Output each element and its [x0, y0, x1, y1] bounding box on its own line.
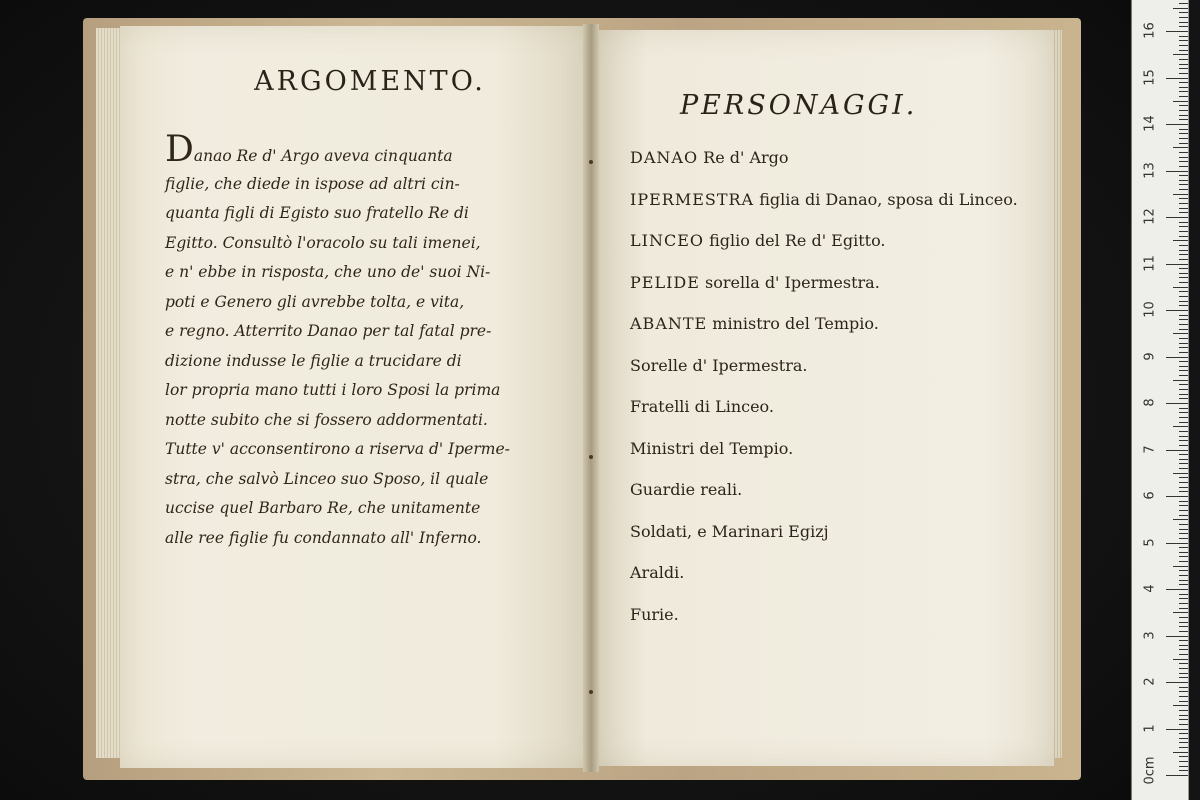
ruler-tick [1179, 626, 1188, 627]
ruler-tick [1179, 482, 1188, 483]
ruler-label: 1 [1142, 723, 1158, 733]
ruler-tick [1179, 245, 1188, 246]
ruler-tick [1179, 64, 1188, 65]
ruler-tick [1166, 403, 1188, 404]
ruler-tick [1179, 91, 1188, 92]
character-description: figlio del Re d' Egitto. [703, 231, 886, 250]
ruler-tick [1166, 636, 1188, 637]
ruler-tick [1179, 436, 1188, 437]
ruler-label: 8 [1142, 398, 1158, 407]
ruler-tick [1179, 677, 1188, 678]
ruler-tick [1166, 357, 1188, 358]
ruler-tick [1173, 333, 1188, 334]
ruler-tick [1179, 501, 1188, 502]
ruler-tick [1179, 738, 1188, 739]
ruler-label: 13 [1142, 161, 1158, 179]
ruler-tick [1179, 724, 1188, 725]
ruler-tick [1179, 254, 1188, 255]
ruler-tick [1173, 287, 1188, 288]
ruler-tick [1179, 510, 1188, 511]
ruler-tick [1179, 747, 1188, 748]
ruler-tick [1179, 696, 1188, 697]
drop-cap: D [165, 129, 194, 170]
ruler-tick [1173, 8, 1188, 9]
ruler-tick [1179, 26, 1188, 27]
ruler-tick [1179, 184, 1188, 185]
ruler-tick [1179, 231, 1188, 232]
ruler-tick [1179, 454, 1188, 455]
ruler-tick [1179, 575, 1188, 576]
ruler-tick [1179, 82, 1188, 83]
ruler-label: 16 [1142, 22, 1158, 39]
ruler-tick [1179, 36, 1188, 37]
ruler-tick [1179, 3, 1188, 4]
ruler-tick [1179, 524, 1188, 525]
ruler-tick [1179, 277, 1188, 278]
ruler-tick [1179, 282, 1188, 283]
ruler-label: 3 [1142, 630, 1158, 640]
character-description: figlia di Danao, sposa di Linceo. [754, 189, 1018, 209]
ruler-tick [1179, 250, 1188, 251]
argument-line: e regno. Atterrito Danao per tal fatal pre- [165, 322, 492, 340]
personaggi-title: PERSONAGGI. [680, 90, 918, 121]
ruler-tick [1173, 101, 1188, 102]
character-entry [630, 226, 1040, 268]
ruler-tick [1179, 96, 1188, 97]
character-description: ministro del Tempio. [707, 314, 879, 333]
ruler-tick [1179, 673, 1188, 674]
ruler-tick [1179, 110, 1188, 111]
ruler-tick [1179, 133, 1188, 134]
character-entry [630, 185, 1040, 227]
ruler-tick [1179, 68, 1188, 69]
ruler-tick [1173, 612, 1188, 613]
ruler-tick [1179, 663, 1188, 664]
argument-line: Tutte v' acconsentirono a riserva d' Iperme- [165, 440, 510, 458]
ruler-tick [1166, 775, 1188, 776]
ruler-tick [1179, 212, 1188, 213]
ruler-tick [1179, 412, 1188, 413]
ruler-tick [1166, 543, 1188, 544]
ruler-tick [1166, 310, 1188, 311]
ruler-tick [1179, 422, 1188, 423]
ruler-tick [1179, 189, 1188, 190]
ruler-tick [1179, 152, 1188, 153]
ruler-tick [1173, 705, 1188, 706]
ruler-tick [1166, 682, 1188, 683]
measurement-ruler [1131, 0, 1189, 800]
character-description: sorella d' Ipermestra. [699, 272, 880, 292]
book-gutter [583, 24, 599, 772]
ruler-tick [1166, 217, 1188, 218]
binding-stitch [589, 455, 593, 459]
ruler-tick [1166, 124, 1188, 125]
character-description: Furie. [630, 604, 679, 624]
ruler-tick [1179, 547, 1188, 548]
ruler-tick [1179, 73, 1188, 74]
ruler-tick [1179, 17, 1188, 18]
character-description: Guardie reali. [630, 480, 743, 499]
ruler-tick [1179, 445, 1188, 446]
character-entry [630, 600, 1040, 642]
argument-line: notte subito che si fossero addormentati. [165, 410, 488, 429]
character-entry [630, 558, 1040, 600]
argument-line: lor propria mano tutti i loro Sposi la prima [165, 381, 501, 399]
argument-line: dizione indusse le figlie a trucidare di [165, 351, 462, 370]
ruler-tick [1179, 640, 1188, 641]
ruler-label: 7 [1142, 444, 1158, 454]
ruler-tick [1179, 226, 1188, 227]
ruler-tick [1179, 203, 1188, 204]
ruler-tick [1179, 22, 1188, 23]
ruler-tick [1179, 756, 1188, 757]
ruler-label: 15 [1142, 68, 1158, 86]
ruler-tick [1179, 259, 1188, 260]
ruler-tick [1179, 324, 1188, 325]
character-entry [630, 268, 1040, 310]
ruler-tick [1179, 87, 1188, 88]
ruler-tick [1179, 598, 1188, 599]
ruler-tick [1179, 733, 1188, 734]
ruler-tick [1179, 138, 1188, 139]
argument-text [165, 129, 565, 553]
ruler-tick [1179, 417, 1188, 418]
ruler-tick [1179, 370, 1188, 371]
ruler-tick [1179, 394, 1188, 395]
ruler-tick [1179, 617, 1188, 618]
ruler-label: 9 [1142, 351, 1158, 361]
character-entry [630, 517, 1040, 559]
ruler-tick [1179, 296, 1188, 297]
ruler-tick [1166, 264, 1188, 265]
ruler-tick [1179, 710, 1188, 711]
ruler-tick [1179, 291, 1188, 292]
character-entry [630, 434, 1040, 476]
character-name: IPERMESTRA [630, 189, 755, 209]
ruler-tick [1179, 161, 1188, 162]
ruler-tick [1166, 171, 1188, 172]
ruler-tick [1179, 157, 1188, 158]
character-name: DANAO [630, 148, 699, 167]
ruler-tick [1179, 198, 1188, 199]
ruler-unit-label: 0cm [1142, 756, 1158, 785]
argument-line: quanta figli di Egisto suo fratello Re di [165, 204, 469, 222]
ruler-tick [1179, 329, 1188, 330]
character-entry [630, 143, 1040, 185]
argument-line: stra, che salvò Linceo suo Sposo, il quale [165, 469, 489, 488]
ruler-tick [1179, 761, 1188, 762]
character-list [630, 143, 1040, 641]
argument-line: poti e Genero gli avrebbe tolta, e vita, [165, 292, 465, 311]
ruler-tick [1179, 594, 1188, 595]
ruler-tick [1166, 729, 1188, 730]
ruler-tick [1179, 236, 1188, 237]
ruler-tick [1179, 105, 1188, 106]
ruler-tick [1173, 752, 1188, 753]
ruler-label: 12 [1142, 208, 1158, 225]
character-description: Re d' Argo [698, 148, 789, 167]
ruler-tick [1173, 473, 1188, 474]
ruler-tick [1179, 115, 1188, 116]
ruler-tick [1179, 352, 1188, 353]
ruler-tick [1179, 129, 1188, 130]
character-description: Araldi. [630, 563, 685, 582]
ruler-tick [1179, 477, 1188, 478]
ruler-tick [1179, 645, 1188, 646]
ruler-tick [1179, 166, 1188, 167]
ruler-tick [1179, 742, 1188, 743]
ruler-tick [1179, 389, 1188, 390]
ruler-tick [1179, 580, 1188, 581]
ruler-tick [1179, 343, 1188, 344]
ruler-tick [1166, 78, 1188, 79]
ruler-tick [1179, 175, 1188, 176]
character-name: PELIDE [630, 272, 700, 292]
ruler-tick [1179, 459, 1188, 460]
ruler-tick [1179, 301, 1188, 302]
ruler-tick [1173, 426, 1188, 427]
ruler-tick [1179, 766, 1188, 767]
ruler-label: 10 [1142, 301, 1158, 318]
ruler-tick [1179, 487, 1188, 488]
ruler-tick [1179, 59, 1188, 60]
ruler-tick [1179, 361, 1188, 362]
ruler-tick [1173, 519, 1188, 520]
ruler-tick [1179, 384, 1188, 385]
ruler-tick [1179, 431, 1188, 432]
ruler-tick [1179, 180, 1188, 181]
ruler-label: 11 [1142, 254, 1158, 272]
ruler-tick [1179, 603, 1188, 604]
ruler-label: 2 [1142, 677, 1158, 686]
binding-stitch [589, 690, 593, 694]
argomento-title: ARGOMENTO. [254, 66, 486, 97]
ruler-tick [1179, 668, 1188, 669]
character-entry [630, 475, 1040, 517]
ruler-tick [1179, 552, 1188, 553]
ruler-tick [1179, 570, 1188, 571]
ruler-tick [1179, 315, 1188, 316]
ruler-tick [1179, 608, 1188, 609]
ruler-tick [1173, 147, 1188, 148]
ruler-tick [1179, 529, 1188, 530]
ruler-tick [1166, 496, 1188, 497]
ruler-tick [1179, 408, 1188, 409]
ruler-tick [1179, 622, 1188, 623]
ruler-tick [1179, 701, 1188, 702]
ruler-tick [1179, 143, 1188, 144]
argument-line: figlie, che diede in ispose ad altri cin- [165, 174, 460, 193]
ruler-tick [1179, 649, 1188, 650]
ruler-tick [1179, 338, 1188, 339]
ruler-tick [1179, 687, 1188, 688]
argument-line: Egitto. Consultò l'oracolo su tali imenei, [165, 233, 481, 252]
ruler-tick [1179, 319, 1188, 320]
argument-line: e n' ebbe in risposta, che uno de' suoi Ni- [165, 263, 491, 281]
ruler-tick [1179, 631, 1188, 632]
ruler-tick [1179, 654, 1188, 655]
ruler-tick [1179, 375, 1188, 376]
binding-stitch [589, 160, 593, 164]
ruler-tick [1179, 50, 1188, 51]
character-entry [630, 309, 1040, 351]
ruler-tick [1179, 119, 1188, 120]
ruler-tick [1179, 398, 1188, 399]
ruler-tick [1179, 491, 1188, 492]
ruler-tick [1179, 515, 1188, 516]
ruler-tick [1173, 659, 1188, 660]
ruler-tick [1179, 719, 1188, 720]
character-entry [630, 392, 1040, 434]
ruler-tick [1173, 566, 1188, 567]
ruler-tick [1179, 12, 1188, 13]
argument-line: uccise quel Barbaro Re, che unitamente [165, 499, 481, 517]
ruler-tick [1179, 366, 1188, 367]
ruler-tick [1179, 533, 1188, 534]
ruler-tick [1179, 268, 1188, 269]
ruler-tick [1173, 240, 1188, 241]
ruler-tick [1179, 468, 1188, 469]
ruler-tick [1166, 589, 1188, 590]
character-name: ABANTE [630, 314, 708, 333]
ruler-tick [1179, 440, 1188, 441]
ruler-tick [1179, 770, 1188, 771]
ruler-tick [1173, 194, 1188, 195]
ruler-tick [1179, 561, 1188, 562]
ruler-label: 6 [1142, 491, 1158, 500]
ruler-tick [1166, 450, 1188, 451]
character-entry [630, 351, 1040, 393]
ruler-label: 14 [1142, 115, 1158, 132]
character-description: Soldati, e Marinari Egizj [630, 521, 829, 541]
ruler-tick [1179, 45, 1188, 46]
ruler-tick [1179, 538, 1188, 539]
ruler-label: 5 [1142, 537, 1158, 547]
character-description: Ministri del Tempio. [630, 438, 794, 458]
ruler-tick [1179, 463, 1188, 464]
ruler-tick [1179, 556, 1188, 557]
ruler-tick [1179, 691, 1188, 692]
character-name: LINCEO [630, 231, 704, 250]
ruler-tick [1179, 40, 1188, 41]
ruler-tick [1179, 273, 1188, 274]
ruler-tick [1179, 208, 1188, 209]
ruler-tick [1179, 305, 1188, 306]
ruler-tick [1173, 380, 1188, 381]
argument-line: Danao Re d' Argo aveva cinquanta [165, 129, 453, 170]
character-description: Fratelli di Linceo. [630, 397, 774, 416]
argument-line: alle ree figlie fu condannato all' Inferno. [165, 528, 482, 547]
ruler-tick [1173, 54, 1188, 55]
ruler-tick [1179, 715, 1188, 716]
ruler-tick [1166, 31, 1188, 32]
ruler-tick [1179, 505, 1188, 506]
character-description: Sorelle d' Ipermestra. [630, 355, 808, 375]
ruler-tick [1179, 347, 1188, 348]
ruler-tick [1179, 222, 1188, 223]
ruler-tick [1179, 584, 1188, 585]
ruler-label: 4 [1142, 584, 1158, 593]
